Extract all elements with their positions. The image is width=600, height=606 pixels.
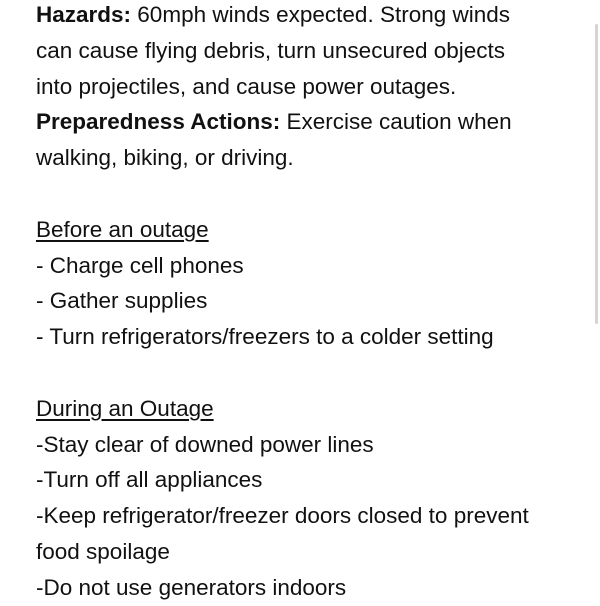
before-outage-heading: Before an outage	[36, 216, 209, 242]
list-item: - Turn refrigerators/freezers to a colder setting	[36, 324, 494, 350]
list-item-continuation: food spoilage	[36, 538, 170, 564]
hazards-text: 60mph winds expected. Strong winds	[131, 2, 511, 27]
spacer	[36, 355, 592, 391]
preparedness-label: Preparedness Actions:	[36, 109, 281, 135]
weather-advisory-document	[36, 0, 592, 606]
vertical-scrollbar[interactable]	[595, 24, 598, 324]
spacer	[36, 176, 592, 212]
preparedness-line	[36, 104, 592, 140]
list-item: -Keep refrigerator/freezer doors closed to prevent	[36, 503, 529, 529]
list-item: -Stay clear of downed power lines	[36, 431, 374, 457]
hazards-line	[36, 0, 592, 33]
during-outage-heading: During an Outage	[36, 395, 214, 421]
hazards-label: Hazards:	[36, 2, 132, 27]
list-item: -Turn off all appliances	[36, 467, 263, 493]
list-item: - Gather supplies	[36, 288, 208, 314]
preparedness-continuation: walking, biking, or driving.	[36, 145, 294, 171]
list-item: - Charge cell phones	[36, 252, 244, 278]
list-item: -Do not use generators indoors	[36, 574, 347, 600]
hazards-continuation-2: into projectiles, and cause power outages.	[36, 73, 457, 99]
preparedness-text: Exercise caution when	[280, 109, 512, 135]
hazards-continuation-1: can cause flying debris, turn unsecured objects	[36, 37, 506, 63]
